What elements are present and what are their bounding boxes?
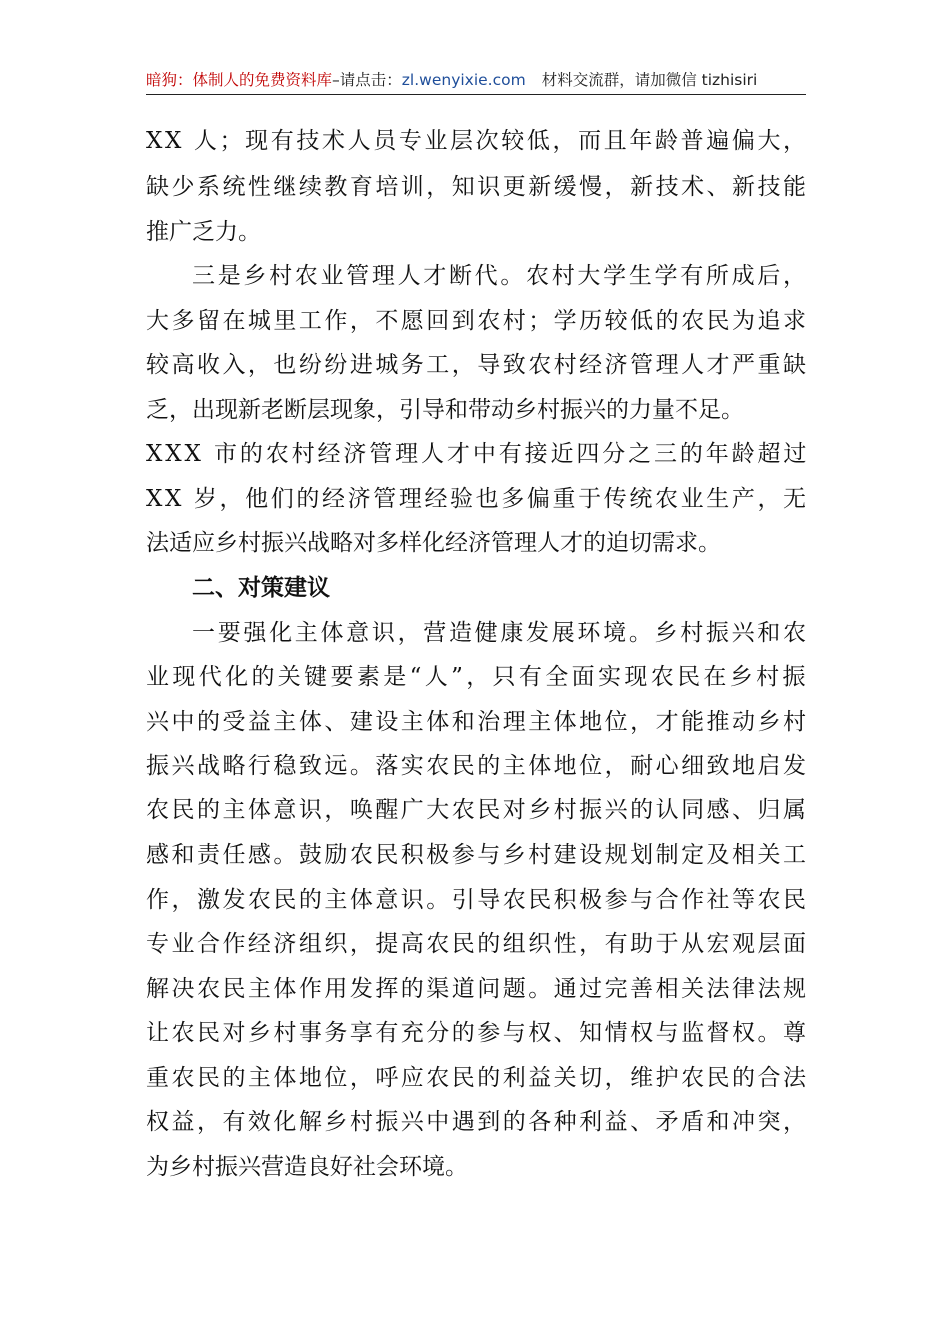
- text-line: 振兴战略行稳致远。落实农民的主体地位，耐心细致地启发: [146, 753, 809, 779]
- page-header: [146, 66, 806, 95]
- header-prompt: –请点击：: [332, 71, 402, 89]
- text-line: 推广乏力。: [146, 219, 261, 245]
- text-line: 兴中的受益主体、建设主体和治理主体地位，才能推动乡村: [146, 709, 809, 735]
- text-line: 感和责任感。鼓励农民积极参与乡村建设规划制定及相关工: [146, 842, 809, 868]
- text-line: 法适应乡村振兴战略对多样化经济管理人才的迫切需求。: [146, 530, 721, 556]
- paragraph-start-line: 一要强化主体意识，营造健康发展环境。乡村振兴和农: [192, 620, 809, 646]
- text-line: 较高收入，也纷纷进城务工，导致农村经济管理人才严重缺: [146, 352, 809, 378]
- text-line: XXX 市的农村经济管理人才中有接近四分之三的年龄超过: [146, 441, 810, 467]
- text-line: XX 岁，他们的经济管理经验也多偏重于传统农业生产，无: [146, 486, 809, 512]
- text-line: 业现代化的关键要素是“人”，只有全面实现农民在乡村振: [146, 664, 809, 690]
- text-line: 缺少系统性继续教育培训，知识更新缓慢，新技术、新技能: [146, 174, 809, 200]
- text-line: 大多留在城里工作，不愿回到农村；学历较低的农民为追求: [146, 308, 809, 334]
- header-brand: 暗狗：体制人的免费资料库: [146, 71, 333, 89]
- paragraph-start-line: 三是乡村农业管理人才断代。农村大学生学有所成后，: [192, 263, 809, 289]
- text-line: 专业合作经济组织，提高农民的组织性，有助于从宏观层面: [146, 931, 809, 957]
- text-line: 解决农民主体作用发挥的渠道问题。通过完善相关法律法规: [146, 976, 809, 1002]
- text-line: 乏，出现新老断层现象，引导和带动乡村振兴的力量不足。: [146, 397, 744, 423]
- text-line: 让农民对乡村事务享有充分的参与权、知情权与监督权。尊: [146, 1020, 809, 1046]
- text-line: 权益，有效化解乡村振兴中遇到的各种利益、矛盾和冲突，: [146, 1109, 809, 1135]
- text-line: 农民的主体意识，唤醒广大农民对乡村振兴的认同感、归属: [146, 797, 809, 823]
- header-contact: 材料交流群，请加微信 tizhisiri: [541, 71, 758, 89]
- text-line: 重农民的主体地位，呼应农民的利益关切，维护农民的合法: [146, 1065, 809, 1091]
- text-line: 作，激发农民的主体意识。引导农民积极参与合作社等农民: [146, 887, 809, 913]
- section-heading: 二、对策建议: [192, 575, 330, 601]
- header-link[interactable]: zl.wenyixie.com: [401, 71, 526, 89]
- text-line: XX 人；现有技术人员专业层次较低，而且年龄普遍偏大，: [146, 128, 809, 154]
- text-line: 为乡村振兴营造良好社会环境。: [146, 1154, 468, 1180]
